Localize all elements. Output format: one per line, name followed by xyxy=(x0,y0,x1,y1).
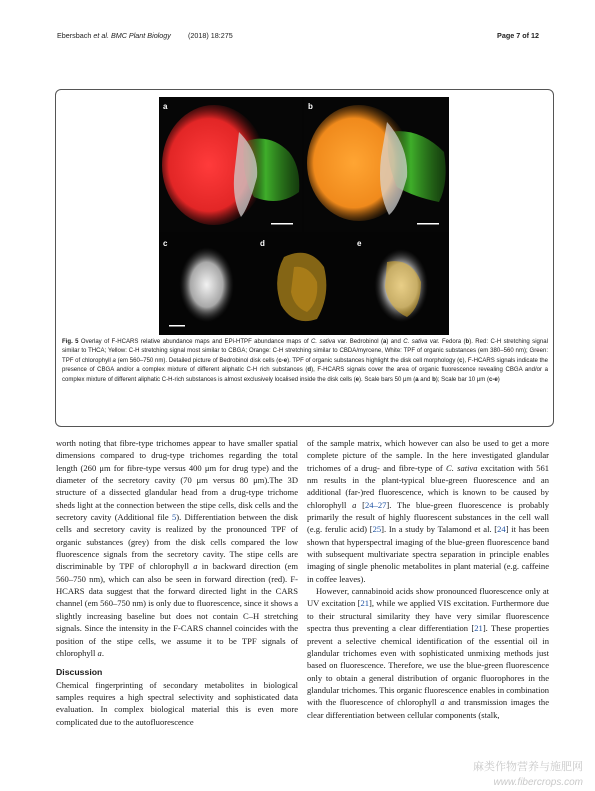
body-text: ]. The blue-green fluorescence is probably primarily the result of highly fluorescent substances in the cell wall (e.g. ferulic acid) [ xyxy=(307,499,550,535)
panel-b xyxy=(304,97,449,232)
body-text: . xyxy=(101,647,104,658)
body-text: of the sample matrix, which however can also be used to get a more complete picture of the sample. In the here investigated glandular trichomes of a drug- and fibre-type of xyxy=(307,438,549,473)
caption-panel-ref: c-e xyxy=(278,357,288,364)
caption-panel-ref: b xyxy=(465,339,470,345)
caption-panel-ref: a xyxy=(415,376,419,383)
panel-label-e: e xyxy=(357,239,362,248)
additional-file-link[interactable]: 5 xyxy=(171,512,177,523)
running-header-page: Page 7 of 12 xyxy=(497,31,539,40)
body-text: ]. In a study by Talamond et al. [ xyxy=(381,524,498,535)
body-italic: a xyxy=(193,561,198,572)
body-text: and transmission images the clear differentiation between cellular components (stalk, xyxy=(307,697,549,720)
caption-panel-ref: b xyxy=(432,376,436,383)
reference-link[interactable]: 21 xyxy=(474,623,483,634)
panel-label-c: c xyxy=(163,239,168,248)
reference-link[interactable]: 25 xyxy=(372,524,382,535)
caption-text: and xyxy=(418,376,433,383)
body-text: in backward direction (em 560–750 nm), which can also be seen in forward direction (red). F-HCARS data suggest that the forward directed light in the CARS channel (em 560–750 nm) is only due to fluorescence, since it shows a slightly increasing baseline but does not contain C–H stretching signals. Since the intensity in the F-CARS channel coincides with the position of the stipe cells, we assume it to be TPF signals of chlorophyll xyxy=(56,561,298,658)
reference-link[interactable]: 21 xyxy=(360,598,369,609)
figure-5-caption xyxy=(62,338,548,385)
caption-panel-ref: c xyxy=(459,357,463,364)
figure-5-composite xyxy=(159,97,449,335)
panel-c xyxy=(159,234,254,335)
discussion-paragraph-2 xyxy=(307,585,549,721)
caption-text: Overlay of F-HCARS relative abundance maps and EPi-HTPF abundance maps of xyxy=(78,339,312,345)
caption-panel-ref: d xyxy=(307,367,312,374)
caption-label: Fig. 5 xyxy=(62,339,79,345)
caption-text: ) and xyxy=(386,339,404,345)
caption-text: var. Fedora ( xyxy=(427,339,466,345)
left-column xyxy=(56,437,298,728)
caption-panel-ref: a xyxy=(383,339,387,345)
header-authors: Ebersbach xyxy=(57,31,94,40)
watermark-chinese: 麻类作物营养与施肥网 xyxy=(473,761,583,773)
caption-panel-ref: c-e xyxy=(489,376,498,383)
caption-species: C. sativa xyxy=(311,339,336,345)
discussion-paragraph: Chemical fingerprinting of secondary metabolites in biological samples requires a high spectral selectivity and sophisticated data evaluation. In complex biological material this is even more complicated due to the autofluorescence xyxy=(56,679,298,727)
body-text: ). Differentiation between the disk cells and secretory cavity is realized by the pronounced TPF of organic substances (grey) from the disk cells compared the low fluorescence signals from the secretory cavity. The stipe cells are discriminable by TPF of chlorophyll xyxy=(56,512,298,572)
watermark-url: www.fibercrops.com xyxy=(493,777,583,788)
running-header-citation: (2018) 18:275 xyxy=(188,31,233,40)
caption-panel-ref: e xyxy=(355,376,359,383)
caption-text: var. Bedrobinol ( xyxy=(335,339,384,345)
panel-label-d: d xyxy=(260,239,265,248)
caption-text: ). Red: C-H stretching signal similar to THCA; Yellow: C-H stretching signal most similar to CBGA; Orange: C-H stretching similar to CBDA/myrcene, White: TPF of organic substances (em 380–560 nm); Green: TPF of chlorophyll xyxy=(62,339,548,364)
body-italic: a xyxy=(352,499,357,510)
panel-e xyxy=(353,234,449,335)
panel-a xyxy=(159,97,302,232)
body-text: excitation with 561 nm results in the plant-typical blue-green fluorescence and an additional (far-)red fluorescence, which is known to be caused by chlorophyll xyxy=(307,462,550,510)
header-journal-name: BMC Plant Biology xyxy=(108,31,171,40)
figure-5-box xyxy=(55,89,554,427)
caption-text: ). TPF of organic substances highlight the disk cell morphology ( xyxy=(287,357,460,364)
panel-d xyxy=(256,234,351,335)
body-text: ]. These properties prevent a selective chemical identification of the essential oil in glandular trichomes even with sophisticated unmixing methods just based on fluorescence. Therefore, we use the blue-green fluorescence only to obtain a general distribution of organic fluorophores in the glandular trichomes. This organic fluorescence enables in combination with the fluorescence of chlorophyll xyxy=(307,623,550,708)
discussion-paragraph-cont xyxy=(307,437,549,585)
figure-5-image xyxy=(159,97,449,335)
reference-link[interactable]: 24 xyxy=(497,524,506,535)
body-italic: a xyxy=(440,697,445,708)
body-text: ] it has been shown that hyperspectral imaging of the blue-green fluorescence band with subsequent multivariate spectra separation in principle enables imaging of single phenolic metabolites in plant material (e.g. caffeine in coffee leaves). xyxy=(307,524,550,584)
body-text: [ xyxy=(356,499,366,510)
caption-text: ), F-HCARS signals indicate the presence of CBGA and/or a complex mixture of different aliphatic C-H rich substances ( xyxy=(62,357,548,374)
right-column xyxy=(307,437,549,721)
body-italic: C. sativa xyxy=(446,462,478,473)
reference-link[interactable]: 24–27 xyxy=(365,499,387,510)
caption-chlorophyll: a xyxy=(112,357,116,364)
section-heading-discussion: Discussion xyxy=(56,667,103,678)
body-text: However, cannabinoid acids show pronounced fluorescence only at UV excitation [ xyxy=(307,586,549,609)
body-text: ], while we applied VIS excitation. Furthermore due to their structural similarity they have very similar fluorescence spectra thus preventing a clear differentiation [ xyxy=(307,598,549,634)
caption-text: ), F-HCARS signals cover the area of organic fluorescence revealing CBGA and/or a complex mixture of different aliphatic C-H-rich substances is almost exclusively localised inside the disk cells ( xyxy=(62,367,549,383)
caption-text: ) xyxy=(497,376,500,383)
body-italic: a xyxy=(97,647,102,658)
caption-species: C. sativa xyxy=(403,339,428,345)
caption-text: ). Scale bars 50 μm ( xyxy=(359,376,416,383)
panel-label-b: b xyxy=(308,102,313,111)
results-paragraph xyxy=(56,437,298,659)
body-text: worth noting that fibre-type trichomes appear to have smaller spatial dimensions compared to drug-type trichomes regarding the total length (260 μm for fibre-type versus 400 μm for drug type) and the diameter of the secretory cavity (70 μm versus 80 μm).The 3D structure of a dissected glandular head from a drug-type trichome sheds light at the connection between the stipe cells, disk cells and the secretory cavity (Additional file xyxy=(56,438,298,523)
header-etal: et al. xyxy=(93,31,109,40)
caption-text: (em 560–750 nm). Detailed picture of Bedrobinol disk cells ( xyxy=(115,357,279,364)
panel-label-a: a xyxy=(163,102,168,111)
caption-text: ); Scale bar 10 μm ( xyxy=(435,376,490,383)
running-header-journal xyxy=(57,31,171,40)
